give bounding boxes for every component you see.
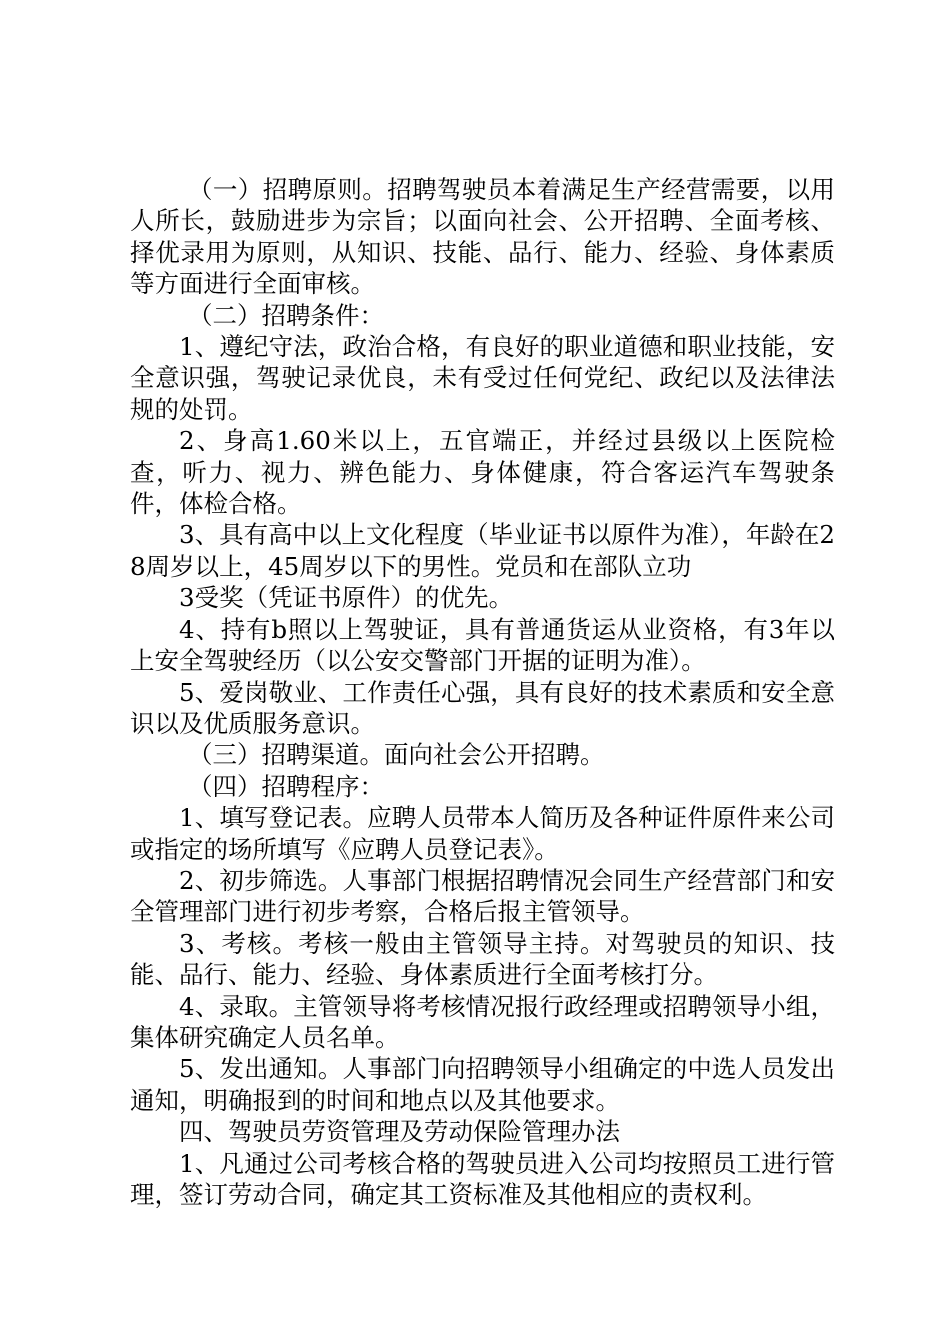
section-heading-labor-management: 四、驾驶员劳资管理及劳动保险管理办法 <box>179 1117 620 1147</box>
paragraph-recruitment-conditions-heading: （二）招聘条件： <box>188 300 384 330</box>
paragraph-condition-3: 3、具有高中以上文化程度（毕业证书以原件为准），年龄在28周岁以上，45周岁以下的男性。党员和在部队立功 <box>130 520 835 581</box>
paragraph-recruitment-procedure-heading: （四）招聘程序： <box>188 771 384 801</box>
paragraph-condition-3-continued: 3受奖（凭证书原件）的优先。 <box>179 583 514 613</box>
paragraph-procedure-4: 4、录取。主管领导将考核情况报行政经理或招聘领导小组，集体研究确定人员名单。 <box>130 991 835 1052</box>
document-body <box>130 174 835 1210</box>
paragraph-condition-1: 1、遵纪守法，政治合格，有良好的职业道德和职业技能，安全意识强，驾驶记录优良，未有受过任何党纪、政纪以及法律法规的处罚。 <box>130 332 835 424</box>
paragraph-procedure-1: 1、填写登记表。应聘人员带本人简历及各种证件原件来公司或指定的场所填写《应聘人员登记表》。 <box>130 803 835 864</box>
paragraph-procedure-2: 2、初步筛选。人事部门根据招聘情况会同生产经营部门和安全管理部门进行初步考察，合格后报主管领导。 <box>130 865 835 927</box>
paragraph-condition-5: 5、爱岗敬业、工作责任心强，具有良好的技术素质和安全意识以及优质服务意识。 <box>130 677 835 738</box>
paragraph-recruitment-channel: （三）招聘渠道。面向社会公开招聘。 <box>188 740 605 770</box>
paragraph-procedure-5: 5、发出通知。人事部门向招聘领导小组确定的中选人员发出通知，明确报到的时间和地点以及其他要求。 <box>130 1054 835 1115</box>
paragraph-procedure-3: 3、考核。考核一般由主管领导主持。对驾驶员的知识、技能、品行、能力、经验、身体素质进行全面考核打分。 <box>130 928 835 990</box>
paragraph-condition-2: 2、身高1.60米以上，五官端正，并经过县级以上医院检查，听力、视力、辨色能力、身体健康，符合客运汽车驾驶条件，体检合格。 <box>130 426 835 519</box>
paragraph-labor-management-1: 1、凡通过公司考核合格的驾驶员进入公司均按照员工进行管理，签订劳动合同，确定其工资标准及其他相应的责权利。 <box>130 1148 835 1209</box>
paragraph-condition-4: 4、持有b照以上驾驶证，具有普通货运从业资格，有3年以上安全驾驶经历（以公安交警部门开据的证明为准）。 <box>130 614 835 676</box>
paragraph-recruitment-principle: （一）招聘原则。招聘驾驶员本着满足生产经营需要，以用人所长，鼓励进步为宗旨；以面向社会、公开招聘、全面考核、择优录用为原则，从知识、技能、品行、能力、经验、身体素质等方面进行全面审核。 <box>130 175 835 299</box>
